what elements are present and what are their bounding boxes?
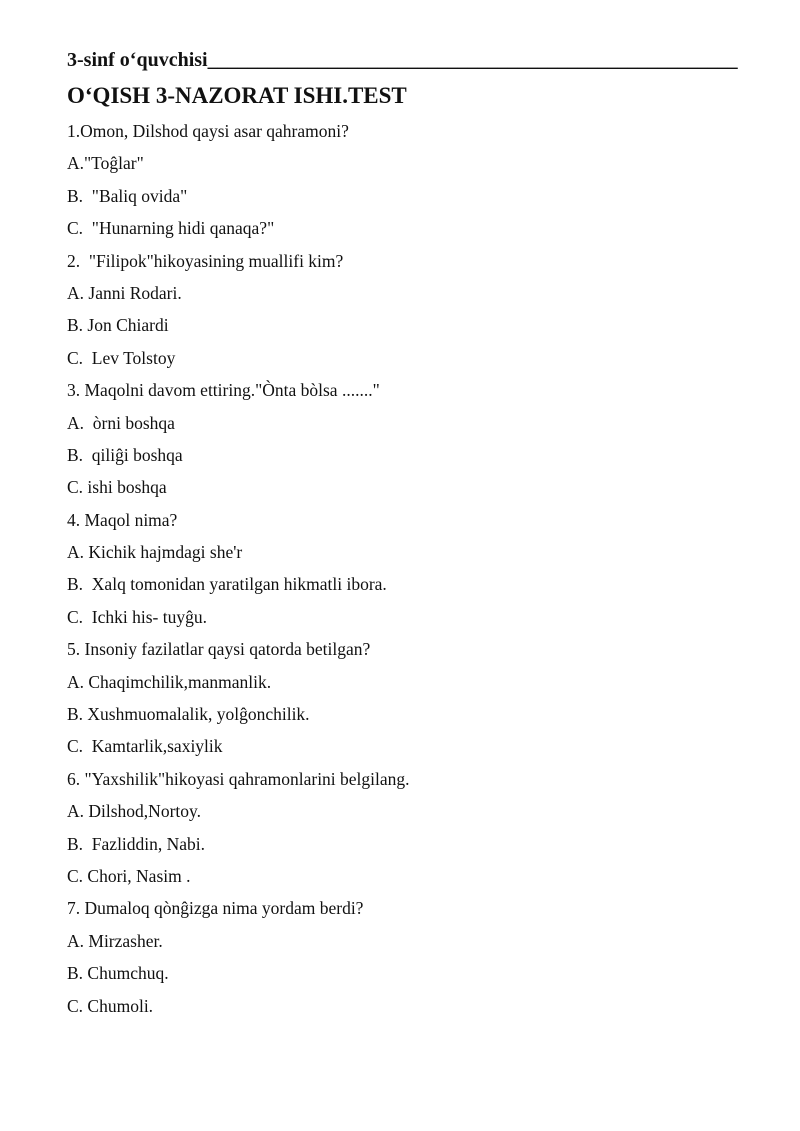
question-1: 1.Omon, Dilshod qaysi asar qahramoni? <box>67 121 349 141</box>
question-7: 7. Dumaloq qònĝizga nima yordam berdi? <box>67 898 364 919</box>
question-3-option-a: A. òrni boshqa <box>67 412 175 433</box>
question-5: 5. Insoniy fazilatlar qaysi qatorda betilgan? <box>67 639 371 660</box>
question-2: 2. "Filipok"hikoyasining muallifi kim? <box>67 250 344 271</box>
question-1-option-b: B. "Baliq ovida" <box>67 185 188 206</box>
question-1-option-c: C. "Hunarning hidi qanaqa?" <box>67 218 275 239</box>
student-name-line: 3-sinf o‘quvchisi_____________________________________________________ <box>67 49 738 71</box>
question-6: 6. "Yaxshilik"hikoyasi qahramonlarini belgilang. <box>67 768 410 789</box>
question-4-option-a: A. Kichik hajmdagi she'r <box>67 542 243 563</box>
question-list <box>67 115 757 1022</box>
question-6-option-b: B. Fazliddin, Nabi. <box>67 833 206 854</box>
question-7-option-a: A. Mirzasher. <box>67 930 163 951</box>
question-6-option-a: A. Dilshod,Nortoy. <box>67 801 202 822</box>
question-2-option-c: C. Lev Tolstoy <box>67 347 176 368</box>
question-4-option-c: C. Ichki his- tuyĝu. <box>67 606 207 627</box>
question-3-option-b: B. qiliĝi boshqa <box>67 444 183 465</box>
question-7-option-b: B. Chumchuq. <box>67 963 169 984</box>
test-page <box>67 46 757 1022</box>
question-4: 4. Maqol nima? <box>67 509 178 530</box>
question-7-option-c: C. Chumoli. <box>67 995 154 1016</box>
question-3-option-c: C. ishi boshqa <box>67 477 167 498</box>
question-5-option-b: B. Xushmuomalalik, yolĝonchilik. <box>67 704 310 725</box>
question-2-option-a: A. Janni Rodari. <box>67 282 182 303</box>
question-3: 3. Maqolni davom ettiring."Ònta bòlsa ......." <box>67 380 380 401</box>
question-5-option-a: A. Chaqimchilik,manmanlik. <box>67 671 272 692</box>
question-2-option-b: B. Jon Chiardi <box>67 315 169 336</box>
page-title: O‘QISH 3-NAZORAT ISHI.TEST <box>67 83 407 108</box>
question-6-option-c: C. Chori, Nasim . <box>67 865 191 886</box>
question-1-option-a: A."Toĝlar" <box>67 153 144 174</box>
question-5-option-c: C. Kamtarlik,saxiylik <box>67 736 223 757</box>
question-4-option-b: B. Xalq tomonidan yaratilgan hikmatli ibora. <box>67 574 387 595</box>
